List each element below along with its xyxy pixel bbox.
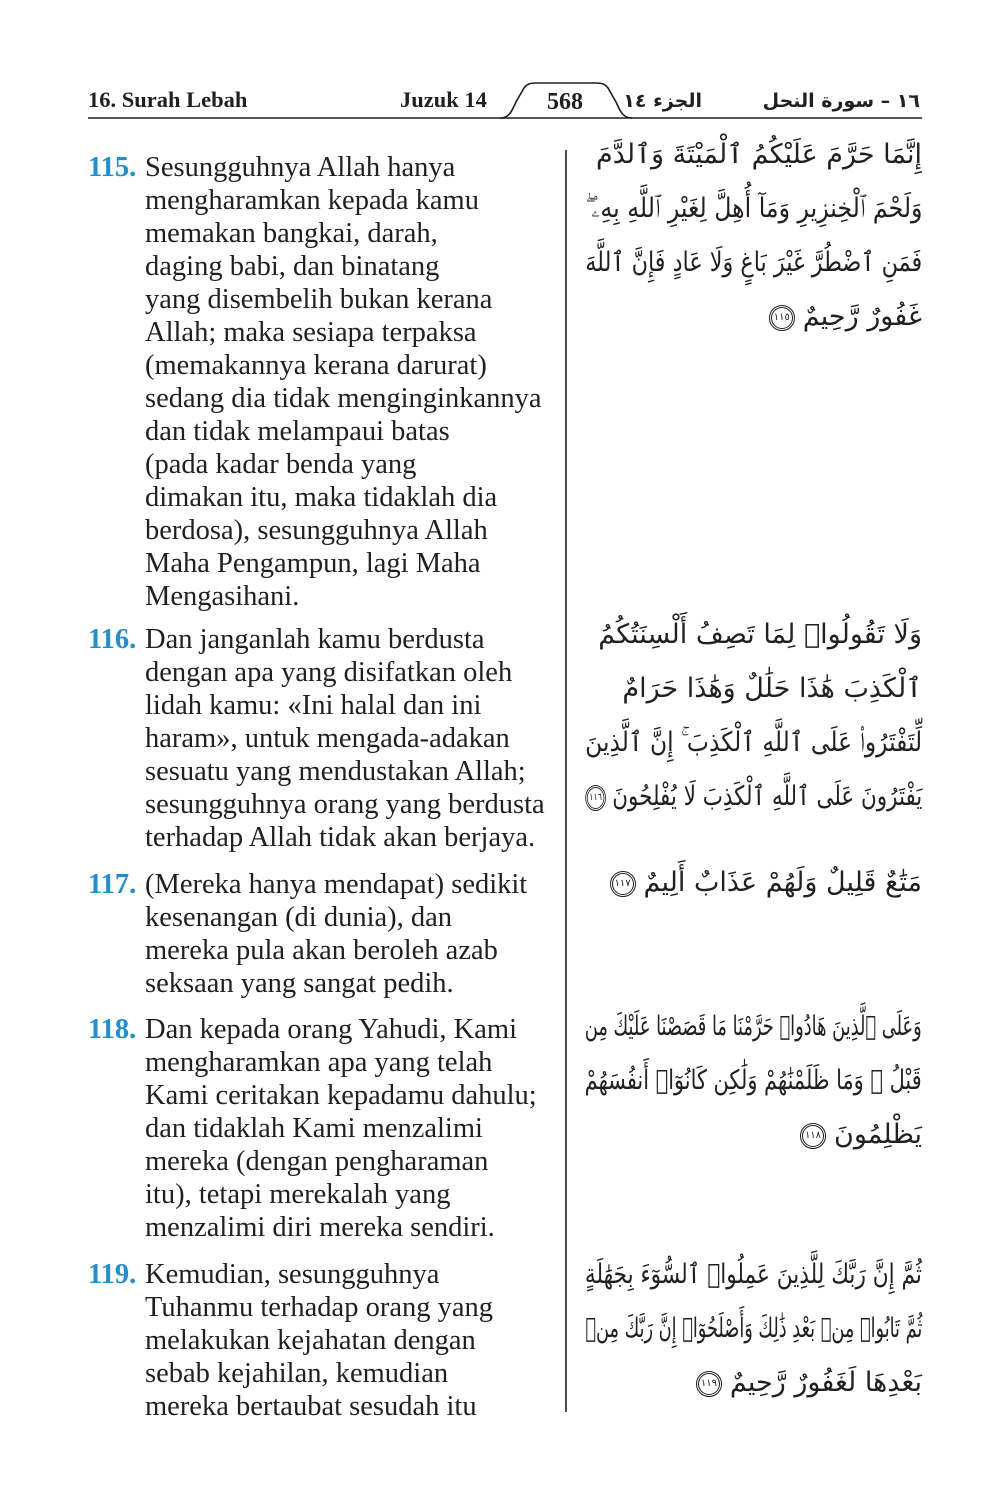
translation-text: Maha Pengampun, lagi Maha [145, 548, 481, 579]
ayah-end-marker: ١١٧ [610, 871, 636, 897]
translation-line [88, 415, 562, 448]
verse-118-arabic [585, 1000, 922, 1162]
translation-text: mereka pula akan beroleh azab [145, 935, 498, 966]
arabic-line [585, 716, 922, 770]
arabic-line [585, 1054, 922, 1108]
verse-115-translation [88, 151, 562, 613]
translation-text: Tuhanmu terhadap orang yang [145, 1292, 493, 1323]
translation-text: lidah kamu: «Ini halal dan ini [145, 690, 482, 721]
arabic-text: يَفْتَرُونَ عَلَى ٱللَّهِ ٱلْكَذِبَ لَا يُفْلِحُونَ [611, 781, 922, 812]
translation-line [88, 250, 562, 283]
ayah-end-marker: ١١٦ [585, 785, 606, 811]
translation-line [88, 623, 562, 656]
translation-line [88, 1211, 562, 1244]
translation-line [88, 656, 562, 689]
running-head-juz-arabic: الجزء ١٤ [623, 90, 702, 112]
translation-line [88, 1390, 562, 1423]
translation-text: Dan kepada orang Yahudi, Kami [145, 1014, 518, 1045]
translation-text: Kemudian, sesungguhnya [145, 1259, 440, 1290]
arabic-line [585, 1356, 922, 1410]
arabic-line [585, 608, 922, 662]
arabic-line [585, 1108, 922, 1162]
verse-number: 119. [88, 1259, 137, 1290]
translation-line [88, 514, 562, 547]
arabic-line [585, 770, 922, 824]
verse-119-arabic [585, 1248, 922, 1410]
translation-text: (Mereka hanya mendapat) sedikit [145, 869, 528, 900]
translation-text: dengan apa yang disifatkan oleh [145, 657, 513, 688]
translation-text: terhadap Allah tidak akan berjaya. [145, 822, 536, 853]
translation-text: Kami ceritakan kepadamu dahulu; [145, 1080, 537, 1111]
translation-text: haram», untuk mengada-adakan [145, 723, 510, 754]
translation-text: dan tidaklah Kami menzalimi [145, 1113, 483, 1144]
arabic-text: إِنَّمَا حَرَّمَ عَلَيْكُمُ ٱلْمَيْتَةَ وَٱلدَّمَ [596, 139, 922, 170]
translation-line [88, 821, 562, 854]
translation-text: sebab kejahilan, kemudian [145, 1358, 449, 1389]
running-head-surah-arabic: ١٦ – سورة النحل [762, 90, 920, 112]
verse-number: 116. [88, 624, 137, 655]
arabic-text: ثُمَّ تَابُوا۟ مِنۢ بَعْدِ ذَٰلِكَ وَأَصْلَحُوٓا۟ إِنَّ رَبَّكَ مِنۢ [584, 1313, 922, 1344]
translation-text: mengharamkan kepada kamu [145, 185, 479, 216]
translation-text: itu), tetapi merekalah yang [145, 1179, 451, 1210]
page-number: 568 [547, 89, 583, 115]
ayah-end-marker: ١١٥ [769, 305, 795, 331]
arabic-text: وَلَا تَقُولُوا۟ لِمَا تَصِفُ أَلْسِنَتُكُمُ [598, 619, 922, 650]
arabic-line-content [610, 856, 922, 910]
arabic-text: لِّتَفْتَرُوا۟ عَلَى ٱللَّهِ ٱلْكَذِبَ ۚ إِنَّ ٱلَّذِينَ [585, 727, 922, 758]
translation-line [88, 868, 562, 901]
verse-117-translation [88, 868, 562, 1000]
arabic-text: ثُمَّ إِنَّ رَبَّكَ لِلَّذِينَ عَمِلُوا۟ ٱلسُّوٓءَ بِجَهَٰلَةٍ [585, 1259, 922, 1290]
translation-line [88, 689, 562, 722]
translation-text: melakukan kejahatan dengan [145, 1325, 476, 1356]
translation-text: kesenangan (di dunia), dan [145, 902, 453, 933]
translation-line [88, 382, 562, 415]
arabic-line-content [800, 1108, 922, 1162]
translation-line [88, 151, 562, 184]
verse-116-translation [88, 623, 562, 854]
translation-text: mereka (dengan pengharaman [145, 1146, 489, 1177]
translation-line [88, 448, 562, 481]
ayah-end-marker: ١١٩ [696, 1371, 722, 1397]
arabic-line [585, 662, 922, 716]
translation-line [88, 349, 562, 382]
arabic-text: يَظْلِمُونَ [834, 1119, 922, 1150]
arabic-line [585, 182, 922, 236]
translation-line [88, 217, 562, 250]
translation-line [88, 1178, 562, 1211]
verse-115-arabic [585, 128, 922, 344]
translation-line [88, 755, 562, 788]
translation-text: sesuatu yang mendustakan Allah; [145, 756, 526, 787]
translation-line [88, 316, 562, 349]
translation-line [88, 1145, 562, 1178]
translation-line [88, 580, 562, 613]
running-head-surah: 16. Surah Lebah [88, 87, 248, 112]
arabic-text: غَفُورٌ رَّحِيمٌ [802, 301, 922, 332]
translation-text: yang disembelih bukan kerana [145, 284, 493, 315]
translation-text: seksaan yang sangat pedih. [145, 968, 454, 999]
translation-text: sedang dia tidak menginginkannya [145, 383, 542, 414]
translation-text: (memakannya kerana darurat) [145, 350, 487, 381]
translation-text: mengharamkan apa yang telah [145, 1047, 493, 1078]
translation-line [88, 788, 562, 821]
verse-number: 115. [88, 152, 137, 183]
ayah-end-marker: ١١٨ [800, 1123, 826, 1149]
translation-line [88, 481, 562, 514]
running-head-juz: Juzuk 14 [400, 87, 487, 112]
arabic-line-content [769, 290, 922, 344]
verse-number: 118. [88, 1014, 137, 1045]
translation-text: Sesungguhnya Allah hanya [145, 152, 456, 183]
arabic-text: بَعْدِهَا لَغَفُورٌ رَّحِيمٌ [729, 1367, 922, 1398]
arabic-line [585, 1302, 922, 1356]
translation-text: dan tidak melampaui batas [145, 416, 450, 447]
translation-line [88, 1112, 562, 1145]
verse-116-arabic [585, 608, 922, 824]
verse-number: 117. [88, 869, 137, 900]
translation-line [88, 967, 562, 1000]
translation-text: Dan janganlah kamu berdusta [145, 624, 485, 655]
translation-text: daging babi, dan binatang [145, 251, 440, 282]
translation-line [88, 934, 562, 967]
translation-text: memakan bangkai, darah, [145, 218, 438, 249]
translation-text: Allah; maka sesiapa terpaksa [145, 317, 477, 348]
translation-line [88, 901, 562, 934]
translation-text: (pada kadar benda yang [145, 449, 417, 480]
arabic-line [585, 128, 922, 182]
arabic-line [585, 1248, 922, 1302]
translation-line [88, 547, 562, 580]
arabic-line [585, 290, 922, 344]
arabic-text: فَمَنِ ٱضْطُرَّ غَيْرَ بَاغٍ وَلَا عَادٍ فَإِنَّ ٱللَّهَ [585, 247, 922, 278]
translation-text: berdosa), sesungguhnya Allah [145, 515, 488, 546]
translation-line [88, 1258, 562, 1291]
verse-117-arabic [585, 856, 922, 910]
arabic-line [585, 856, 922, 910]
translation-line [88, 283, 562, 316]
translation-line [88, 184, 562, 217]
translation-text: Mengasihani. [145, 581, 300, 612]
arabic-line-content [585, 770, 922, 824]
translation-line [88, 722, 562, 755]
arabic-text: مَتَٰعٌ قَلِيلٌ وَلَهُمْ عَذَابٌ أَلِيمٌ [643, 867, 922, 898]
translation-text: sesungguhnya orang yang berdusta [145, 789, 545, 820]
arabic-text: قَبْلُ ۖ وَمَا ظَلَمْنَٰهُمْ وَلَٰكِن كَانُوٓا۟ أَنفُسَهُمْ [584, 1065, 922, 1096]
arabic-text: ٱلْكَذِبَ هَٰذَا حَلَٰلٌ وَهَٰذَا حَرَامٌ [622, 673, 922, 704]
arabic-line [585, 236, 922, 290]
translation-text: menzalimi diri mereka sendiri. [145, 1212, 495, 1243]
translation-text: dimakan itu, maka tidaklah dia [145, 482, 498, 513]
translation-line [88, 1357, 562, 1390]
arabic-line [585, 1000, 922, 1054]
arabic-text: وَلَحْمَ ٱلْخِنزِيرِ وَمَآ أُهِلَّ لِغَيْرِ ٱللَّهِ بِهِۦ ۖ [584, 193, 922, 224]
arabic-text: وَعَلَى ٱلَّذِينَ هَادُوا۟ حَرَّمْنَا مَا قَصَصْنَا عَلَيْكَ مِن [584, 1011, 922, 1042]
translation-text: mereka bertaubat sesudah itu [145, 1391, 477, 1422]
arabic-line-content [696, 1356, 922, 1410]
